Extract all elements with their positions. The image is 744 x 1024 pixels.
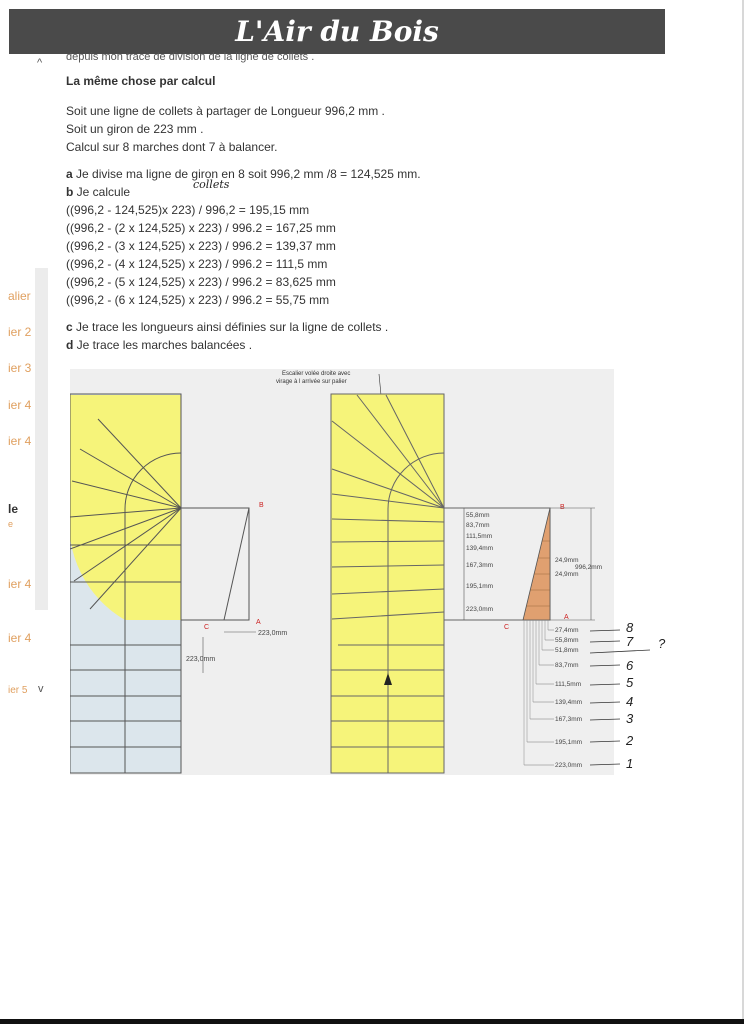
- point-label-b: B: [560, 504, 565, 511]
- step-number-1: 1: [626, 756, 634, 771]
- step-number-7: 7: [626, 634, 634, 649]
- mid-dim-label: 167,3mm: [466, 562, 494, 569]
- sidebar-item[interactable]: ier 4: [8, 398, 32, 412]
- article-body: [66, 74, 466, 354]
- left-dimension-lines: [203, 632, 256, 673]
- handwritten-annotations: [580, 610, 680, 780]
- right-dim-label: 139,4mm: [555, 699, 583, 706]
- step-number-8: 8: [626, 620, 634, 635]
- sidebar-item[interactable]: ier 4: [8, 631, 32, 645]
- point-label-c: C: [204, 624, 210, 631]
- right-dim-label: 195,1mm: [555, 739, 583, 746]
- small-dim-label: 24,9mm: [555, 571, 579, 578]
- right-dim-label: 111,5mm: [555, 681, 582, 688]
- total-dim-label: 996,2mm: [575, 564, 603, 571]
- sidebar-item[interactable]: e: [8, 519, 14, 529]
- step-number-5: 5: [626, 675, 634, 690]
- chevron-up-icon[interactable]: ^: [37, 57, 43, 69]
- step-number-4: 4: [626, 694, 634, 709]
- stair-diagram: [70, 369, 614, 775]
- section-heading: La même chose par calcul: [66, 74, 216, 88]
- handwritten-note: collets: [193, 178, 230, 191]
- caption-line-1: Escalier volée droite avec: [282, 371, 351, 377]
- right-dim-label: 223,0mm: [555, 762, 583, 769]
- caption-line-2: virage à l arrivée sur palier: [276, 379, 347, 385]
- point-label-b: B: [259, 502, 264, 509]
- formula-line: ((996,2 - (5 x 124,525) x 223) / 996.2 = 83,625 mm: [66, 275, 336, 289]
- point-label-a: A: [564, 614, 569, 621]
- handwritten-numbers: [625, 620, 666, 771]
- page-bottom-edge: [0, 1019, 744, 1024]
- left-point-labels: [204, 502, 264, 631]
- intro-line: Calcul sur 8 marches dont 7 à balancer.: [66, 140, 278, 154]
- formula-line: ((996,2 - (2 x 124,525) x 223) / 996.2 = 167,25 mm: [66, 221, 336, 235]
- sidebar-item[interactable]: ier 4: [8, 434, 32, 448]
- mid-dim-label: 139,4mm: [466, 545, 494, 552]
- step-number-6: 6: [626, 658, 634, 673]
- sidebar-item[interactable]: ier 2: [8, 325, 32, 339]
- left-dim-vertical: 223,0mm: [186, 656, 216, 663]
- site-banner: [9, 9, 665, 54]
- right-dim-label: 55,8mm: [555, 637, 579, 644]
- cut-off-line: depuis mon tracé de division de la ligne de collets .: [66, 51, 315, 63]
- question-mark: ?: [658, 636, 666, 651]
- left-dim-bottom: 223,0mm: [258, 630, 288, 637]
- mid-dim-label: 83,7mm: [466, 522, 490, 529]
- step-number-2: 2: [626, 733, 634, 748]
- mid-dim-label: 223,0mm: [466, 606, 494, 613]
- sidebar-scrollbar[interactable]: [35, 268, 48, 610]
- chevron-down-icon[interactable]: v: [38, 683, 44, 695]
- caption-leader: [379, 374, 381, 395]
- right-dim-verticals: [524, 620, 548, 765]
- formula-line: ((996,2 - (3 x 124,525) x 223) / 996.2 = 139,37 mm: [66, 239, 336, 253]
- handwritten-leaders: [590, 630, 650, 765]
- right-dim-label: 51,8mm: [555, 647, 579, 654]
- step-a: a Je divise ma ligne de giron en 8 soit 996,2 mm /8 = 124,525 mm.: [66, 167, 421, 181]
- stair-diagram-svg: [70, 369, 614, 775]
- step-d: d Je trace les marches balancées .: [66, 338, 253, 352]
- mid-dim-label: 195,1mm: [466, 583, 494, 590]
- sidebar-item[interactable]: alier: [8, 289, 31, 303]
- sidebar-item[interactable]: ier 3: [8, 361, 32, 375]
- intro-line: Soit un giron de 223 mm .: [66, 122, 204, 136]
- right-dim-labels: [555, 627, 582, 769]
- formula-line: ((996,2 - 124,525)x 223) / 996,2 = 195,15 mm: [66, 203, 310, 217]
- formula-line: ((996,2 - (4 x 124,525) x 223) / 996.2 = 111,5 mm: [66, 257, 328, 271]
- point-label-c: C: [504, 624, 510, 631]
- wood-triangle: [523, 508, 550, 620]
- right-dim-label: 27,4mm: [555, 627, 579, 634]
- mid-dim-labels: [466, 512, 493, 613]
- right-dim-label: 83,7mm: [555, 662, 579, 669]
- sidebar-item[interactable]: ier 5: [8, 685, 28, 696]
- step-b: b Je calcule: [66, 185, 131, 199]
- step-number-3: 3: [626, 711, 634, 726]
- site-logo-title: L'Air du Bois: [235, 15, 439, 48]
- point-label-a: A: [256, 619, 261, 626]
- mid-dim-label: 55,8mm: [466, 512, 490, 519]
- intro-line: Soit une ligne de collets à partager de Longueur 996,2 mm .: [66, 104, 385, 118]
- mid-dim-label: 111,5mm: [466, 533, 493, 540]
- step-c: c Je trace les longueurs ainsi définies sur la ligne de collets .: [66, 320, 389, 334]
- sidebar-item[interactable]: le: [8, 502, 19, 516]
- sidebar-item[interactable]: ier 4: [8, 577, 32, 591]
- formula-line: ((996,2 - (6 x 124,525) x 223) / 996.2 = 55,75 mm: [66, 293, 330, 307]
- right-dim-label: 167,3mm: [555, 716, 583, 723]
- small-dim-label: 24,9mm: [555, 557, 579, 564]
